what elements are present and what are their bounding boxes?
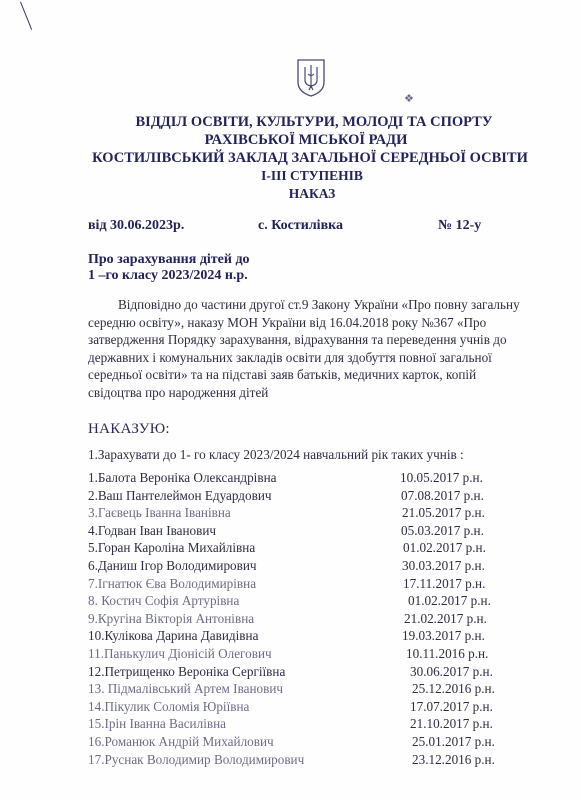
trident-coat-of-arms-icon (296, 58, 326, 98)
list-intro: 1.Зарахувати до 1- го класу 2023/2024 навчальний рік таких учнів : (88, 447, 464, 462)
student-name: 2.Ваш Пантелеймон Едуардович (88, 487, 272, 503)
student-name: 3.Гаєвець Іванна Іванівна (88, 505, 231, 521)
birth-date: 05.03.2017 р.н. (401, 522, 484, 538)
student-name: 16.Романюк Андрій Михайлович (88, 733, 274, 749)
student-row (88, 593, 508, 611)
preamble-line: державних і комунальних закладів освіти для здобуття повної загальної (88, 349, 492, 365)
birth-date: 23.12.2016 р.н. (412, 751, 495, 767)
preamble-line: затвердження Порядку зарахування, відрахування та переведення учнів до (88, 332, 507, 347)
student-name: 4.Годван Іван Іванович (88, 522, 217, 538)
student-name: 17.Руснак Володимир Володимирович (88, 751, 305, 767)
student-row (88, 576, 508, 594)
birth-date: 19.03.2017 р.н. (402, 628, 485, 644)
student-name: 11.Панькулич Діонісій Олегович (88, 645, 272, 661)
student-row (88, 558, 508, 576)
order-heading: НАКАЗУЮ: (88, 421, 170, 437)
student-name: 10.Кулікова Дарина Давидівна (88, 628, 259, 644)
student-row (88, 752, 508, 770)
document-type-title: НАКАЗ (288, 186, 336, 201)
subject-line-1: Про зарахування дітей до (88, 252, 250, 267)
birth-date: 01.02.2017 р.н. (403, 540, 486, 556)
scan-mark (20, 2, 32, 30)
birth-date: 30.06.2017 р.н. (410, 663, 493, 679)
preamble-paragraph (88, 296, 558, 401)
birth-date: 21.02.2017 р.н. (404, 610, 487, 626)
student-name: 15.Ірін Іванна Василівна (88, 716, 226, 732)
birth-date: 21.10.2017 р.н. (410, 716, 493, 732)
student-row (88, 611, 508, 629)
student-row (88, 734, 508, 752)
preamble-line: Відповідно до частини другої ст.9 Закону України «Про повну загальну (118, 297, 520, 312)
birth-date: 30.03.2017 р.н. (402, 557, 485, 573)
student-name: 6.Даниш Ігор Володимирович (88, 557, 257, 573)
preamble-line: свідоцтва про народження дітей (88, 384, 269, 400)
birth-date: 10.11.2016 р.н. (406, 645, 489, 661)
header-line-3: КОСТИЛІВСЬКИЙ ЗАКЛАД ЗАГАЛЬНОЇ СЕРЕДНЬОЇ ОСВІТИ (92, 150, 528, 166)
subject-line-2: 1 –го класу 2023/2024 н.р. (88, 268, 248, 283)
student-row (88, 488, 508, 506)
birth-date: 01.02.2017 р.н. (408, 593, 491, 609)
header-line-1: ВІДДІЛ ОСВІТИ, КУЛЬТУРИ, МОЛОДІ ТА СПОРТУ (135, 114, 493, 130)
order-date: від 30.06.2023р. (88, 218, 185, 233)
birth-date: 25.01.2017 р.н. (412, 733, 495, 749)
preamble-line: середню освіту», наказу МОН України від 16.04.2018 року №367 «Про (88, 314, 487, 330)
student-row (88, 699, 508, 717)
ink-speck: ❖ (404, 93, 414, 105)
student-name: 9.Кругіна Вікторія Антонівна (88, 610, 255, 626)
student-name: 1.Балота Вероніка Олександрівна (88, 470, 277, 485)
student-row (88, 646, 508, 664)
birth-date: 17.11.2017 р.н. (403, 575, 486, 591)
student-name: 7.Ігнатюк Єва Володимирівна (88, 575, 257, 591)
student-row (88, 523, 508, 541)
student-row (88, 628, 508, 646)
student-name: 13. Підмалівський Артем Іванович (88, 681, 284, 697)
birth-date: 17.07.2017 р.н. (410, 698, 493, 714)
header-line-2: РАХІВСЬКОЇ МІСЬКОЇ РАДИ (204, 132, 408, 148)
student-name: 8. Костич Софія Артурівна (88, 593, 240, 609)
student-row (88, 681, 508, 699)
student-name: 14.Пікулик Соломія Юріївна (88, 698, 250, 714)
student-row (88, 540, 508, 558)
student-list (88, 470, 508, 769)
student-row (88, 716, 508, 734)
order-number: № 12-у (438, 218, 482, 233)
header-line-4: І-ІІІ СТУПЕНІВ (261, 168, 363, 183)
order-place: с. Костилівка (258, 218, 343, 233)
birth-date: 07.08.2017 р.н. (401, 487, 484, 503)
birth-date: 25.12.2016 р.н. (412, 681, 495, 697)
student-name: 12.Петрищенко Вероніка Сергіївна (88, 663, 286, 679)
student-name: 5.Горан Кароліна Михайлівна (88, 540, 256, 556)
student-row (88, 470, 508, 488)
birth-date: 21.05.2017 р.н. (402, 505, 485, 521)
birth-date: 10.05.2017 р.н. (400, 470, 483, 485)
student-row (88, 664, 508, 682)
preamble-line: середньої освіти» та на підставі заяв батьків, медичних карток, копій (88, 367, 477, 382)
student-row (88, 505, 508, 523)
